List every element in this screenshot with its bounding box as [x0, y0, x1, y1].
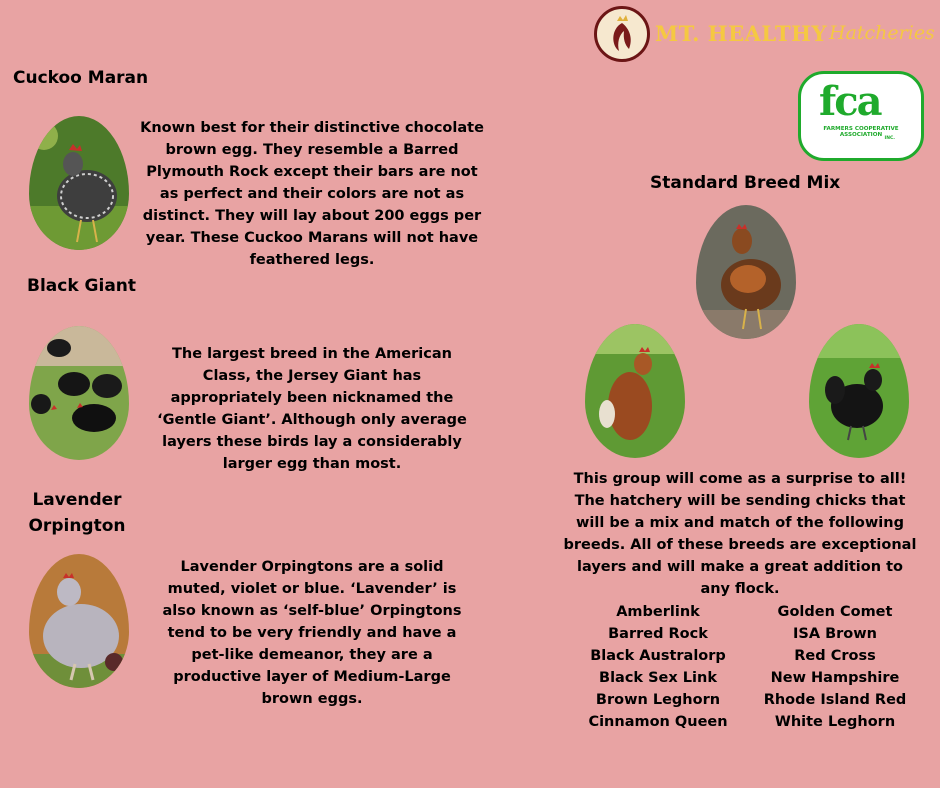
breed-description-lavender-orpington: Lavender Orpingtons are a solid muted, violet or blue. ‘Lavender’ is also known as ‘self-blue’ Orpingtons tend to be very friendly and have a pet-like demeanor, they are a productive layer of Medium-Large brown eggs.: [162, 559, 462, 707]
breed-description-black-giant: The largest breed in the American Class, the Jersey Giant has appropriately been nicknamed the ‘Gentle Giant’. Although only average layers these birds lay a considerably larger egg than most.: [157, 346, 467, 472]
cuckoo-maran-photo: [29, 116, 129, 250]
mix-breed-list-left: [578, 601, 738, 733]
mix-photo-black-hen: [809, 324, 909, 458]
mix-photo-brown-hen: [696, 205, 796, 339]
black-giant-photo: [29, 326, 129, 460]
list-item: White Leghorn: [774, 714, 896, 730]
hatchery-script: Hatcheries: [829, 22, 935, 44]
mix-breed-list-right: [755, 601, 915, 733]
list-item: Black Australorp: [590, 648, 726, 664]
breed-description-cuckoo-maran: Known best for their distinctive chocolate brown egg. They resemble a Barred Plymouth Rock except their bars are not as perfect and their colors are not as distinct. They will lay about 200 eggs per year. These Cuckoo Marans will not have feathered legs.: [140, 120, 484, 268]
list-item: Red Cross: [794, 648, 876, 664]
list-item: Brown Leghorn: [595, 692, 721, 708]
list-item: New Hampshire: [770, 670, 900, 686]
mix-description: This group will come as a surprise to all! The hatchery will be sending chicks that will be a mix and match of the following breeds. All of these breeds are exceptional layers and will make a great addition to any flock.: [563, 471, 917, 597]
rooster-icon: [597, 9, 647, 59]
list-item: Amberlink: [616, 604, 700, 620]
fca-letters: fca: [819, 78, 881, 125]
breed-title-black-giant: Black Giant: [27, 276, 137, 296]
breed-title-cuckoo-maran: Cuckoo Maran: [13, 68, 149, 88]
mix-title: Standard Breed Mix: [650, 173, 841, 193]
hatchery-logo-emblem: [594, 6, 650, 62]
fca-logo: [798, 71, 924, 161]
list-item: Golden Comet: [777, 604, 893, 620]
breed-title-line-1: Lavender: [32, 490, 122, 510]
mix-photo-red-hen: [585, 324, 685, 458]
hatchery-name: MT. HEALTHY: [655, 21, 827, 46]
fca-full-name: FARMERS COOPERATIVE ASSOCIATION: [823, 126, 899, 138]
list-item: Black Sex Link: [599, 670, 717, 686]
fca-inc: INC.: [884, 136, 895, 141]
list-item: Barred Rock: [608, 626, 708, 642]
list-item: Cinnamon Queen: [588, 714, 728, 730]
breed-title-lavender-orpington: [13, 487, 141, 539]
list-item: ISA Brown: [793, 626, 877, 642]
lavender-orpington-photo: [29, 554, 129, 688]
list-item: Rhode Island Red: [763, 692, 907, 708]
breed-title-line-2: Orpington: [28, 516, 126, 536]
